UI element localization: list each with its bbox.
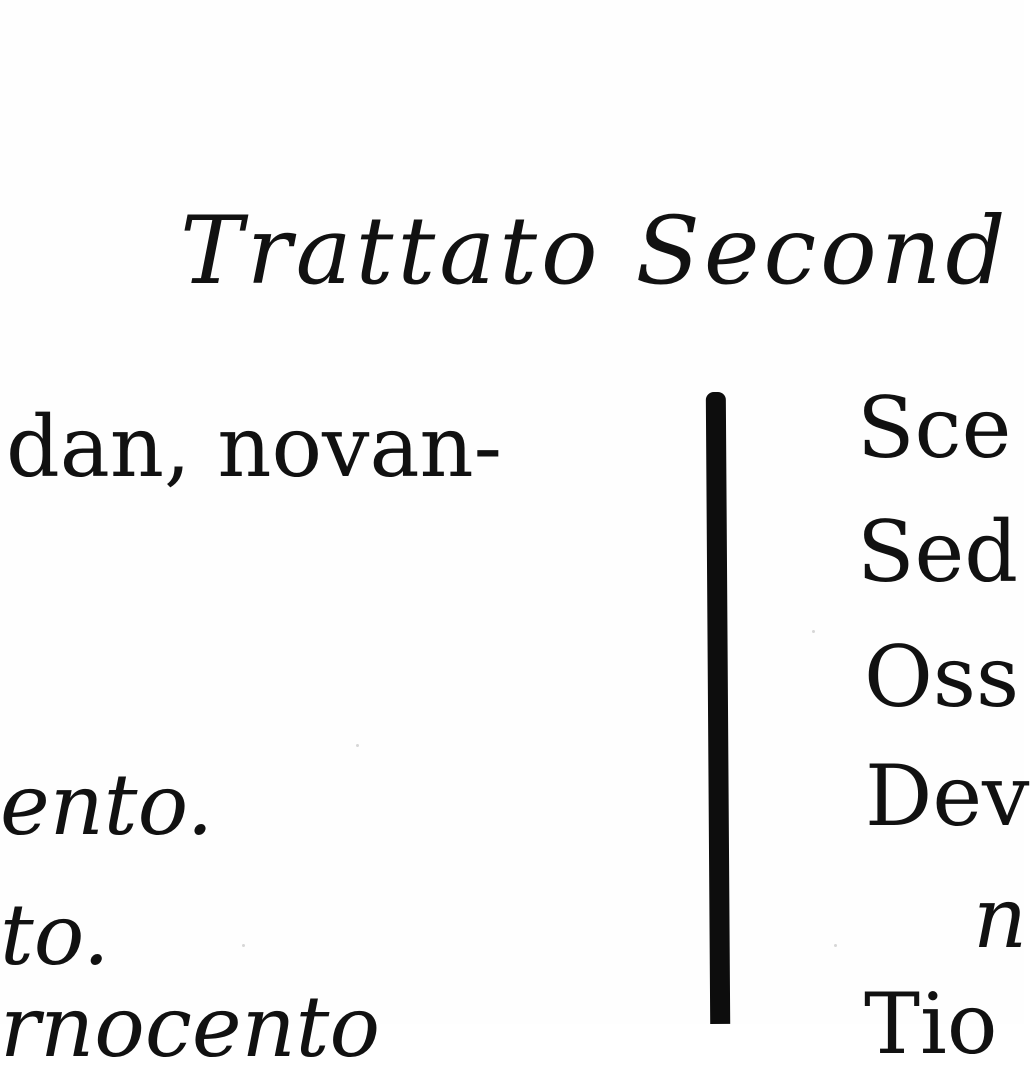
right-column-line-1: Sce: [857, 379, 1012, 477]
left-column-line-2: ento.: [0, 756, 214, 854]
paper-speck: [356, 744, 359, 747]
left-column-line-1: dan, novan-: [6, 398, 503, 496]
left-column-line-4: rnocento: [0, 978, 381, 1076]
right-column-line-2: Sed: [857, 503, 1019, 601]
paper-speck: [242, 944, 245, 947]
paper-speck: [834, 944, 837, 947]
right-column-line-6: Tio: [864, 975, 998, 1073]
column-divider: [706, 392, 730, 1024]
left-column-line-3: to.: [0, 886, 110, 984]
right-column-line-5: n: [973, 869, 1028, 967]
paper-speck: [812, 630, 815, 633]
right-column-line-3: Oss: [864, 628, 1020, 726]
right-column-line-4: Dev: [865, 747, 1030, 845]
page-header: Trattato Second: [180, 197, 1010, 306]
